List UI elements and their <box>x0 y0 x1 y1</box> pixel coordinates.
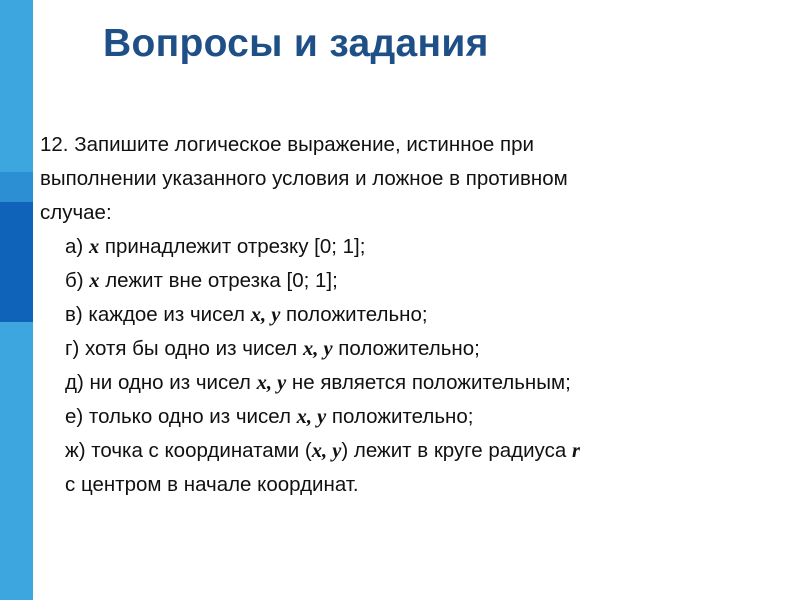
variable: x <box>89 270 100 292</box>
list-item <box>40 264 780 298</box>
variable: x, y <box>296 406 327 428</box>
item-text: д) ни одно из чисел <box>65 371 257 394</box>
task-12 <box>40 128 780 502</box>
task-intro-line: выполнении указанного условия и ложное в противном <box>40 167 568 190</box>
item-text: положительно; <box>326 405 474 428</box>
list-item <box>40 298 780 332</box>
slide-title: Вопросы и задания <box>103 22 489 65</box>
task-items-list <box>40 230 780 502</box>
variable: x, y <box>302 338 333 360</box>
side-bar-segment <box>0 322 33 600</box>
variable: x, y <box>250 304 281 326</box>
item-text: а) <box>65 235 89 258</box>
list-item <box>40 400 780 434</box>
item-text: положительно; <box>280 303 428 326</box>
side-bar-segment <box>0 172 33 202</box>
item-text: е) только одно из чисел <box>65 405 297 428</box>
task-intro-line: случае: <box>40 201 112 224</box>
task-intro-line: 12. Запишите логическое выражение, истинное при <box>40 133 534 156</box>
item-text: лежит вне отрезка [0; 1]; <box>99 269 338 292</box>
variable: x <box>88 236 100 258</box>
item-text: не является положительным; <box>286 371 571 394</box>
item-text: с центром в начале координат. <box>65 473 359 496</box>
variable: x, y <box>256 372 287 394</box>
side-bar-segment <box>0 0 33 172</box>
list-item <box>40 468 780 502</box>
item-text: ) лежит в круге радиуса <box>341 439 572 462</box>
item-text: ж) точка с координатами ( <box>65 439 312 462</box>
item-text: в) каждое из чисел <box>65 303 251 326</box>
item-text: принадлежит отрезку [0; 1]; <box>99 235 366 258</box>
list-item <box>40 230 780 264</box>
item-text: г) хотя бы одно из чисел <box>65 337 303 360</box>
variable: r <box>571 440 580 462</box>
item-text: б) <box>65 269 90 292</box>
list-item <box>40 366 780 400</box>
variable: x, y <box>311 440 342 462</box>
list-item <box>40 332 780 366</box>
side-accent-bar <box>0 0 33 600</box>
item-text: положительно; <box>332 337 480 360</box>
side-bar-segment <box>0 202 33 322</box>
list-item <box>40 434 780 468</box>
